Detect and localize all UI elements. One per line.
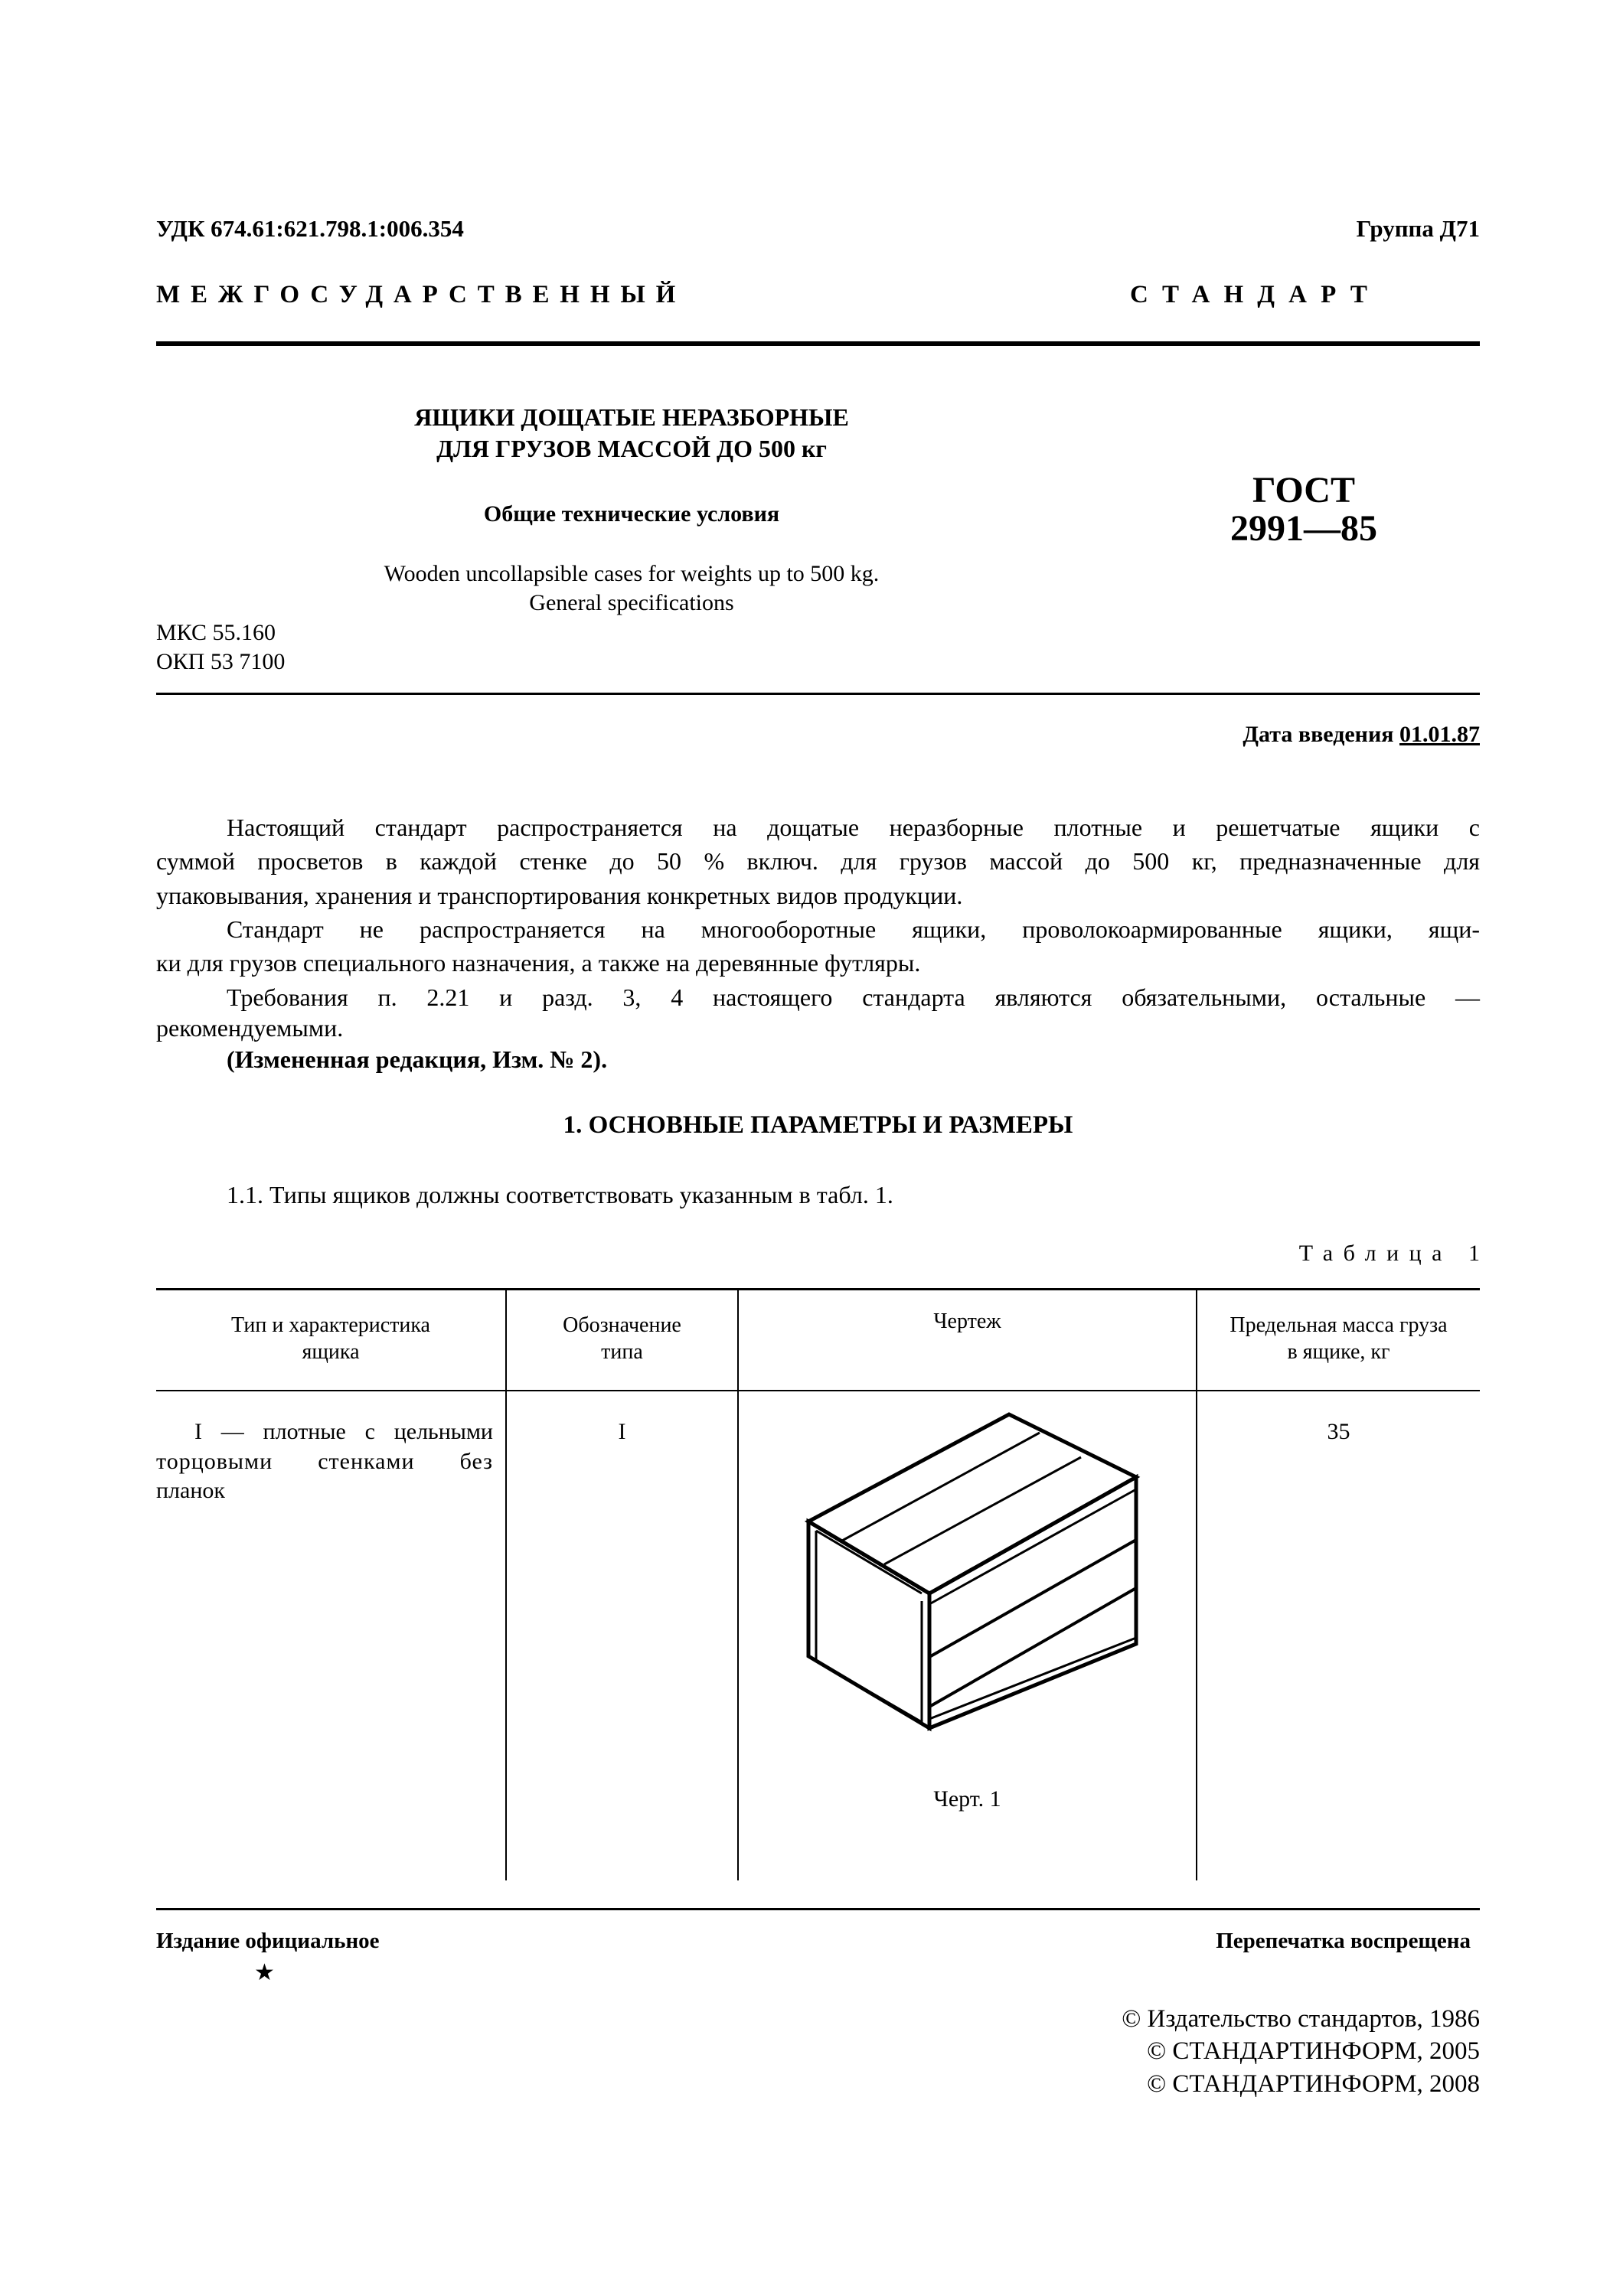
group-code: Группа Д71 bbox=[1356, 215, 1480, 242]
box-side-board-line bbox=[929, 1540, 1136, 1657]
star-icon: ★ bbox=[254, 1960, 275, 1985]
header-type-line-1: Тип и характеристика bbox=[231, 1313, 430, 1337]
row-max-mass: 35 bbox=[1327, 1419, 1350, 1444]
banner-standard: СТАНДАРТ bbox=[1130, 281, 1382, 308]
box-side-board-line bbox=[929, 1489, 1136, 1604]
clause-1-1: 1.1. Типы ящиков должны соответствовать указанным в табл. 1. bbox=[227, 1181, 893, 1208]
copyright-line: © СТАНДАРТИНФОРМ, 2005 bbox=[1147, 2037, 1480, 2065]
title-line-2: ДЛЯ ГРУЗОВ МАССОЙ ДО 500 кг bbox=[436, 435, 827, 462]
paragraph-line: суммой просветов в каждой стенке до 50 % включ. для грузов массой до 500 кг, предназначенные для bbox=[156, 847, 1480, 875]
paragraph-line: Требования п. 2.21 и разд. 3, 4 настоящего стандарта являются обязательными, остальные — bbox=[227, 983, 1480, 1011]
box-side-board-line bbox=[929, 1638, 1136, 1719]
mks-code: МКС 55.160 bbox=[156, 620, 276, 645]
intro-date-label: Дата введения bbox=[1243, 722, 1394, 747]
subtitle: Общие технические условия bbox=[483, 501, 780, 527]
header-max-mass-line-1: Предельная масса груза bbox=[1229, 1313, 1448, 1337]
row-designation: I bbox=[618, 1419, 626, 1444]
box-top-board-line bbox=[884, 1457, 1081, 1564]
gost-number: 2991—85 bbox=[1230, 508, 1377, 549]
row-type-line: торцовыми стенками без bbox=[156, 1449, 493, 1474]
udk-code: УДК 674.61:621.798.1:006.354 bbox=[156, 215, 464, 242]
reprint-prohibited: Перепечатка воспрещена bbox=[1216, 1929, 1471, 1953]
title-line-1: ЯЩИКИ ДОЩАТЫЕ НЕРАЗБОРНЫЕ bbox=[414, 403, 849, 431]
english-title-2: General specifications bbox=[529, 590, 734, 615]
box-end-face bbox=[808, 1521, 929, 1728]
header-drawing: Чертеж bbox=[933, 1309, 1001, 1333]
paragraph-line: Стандарт не распространяется на многооборотные ящики, проволокоармированные ящики, ящи- bbox=[227, 915, 1480, 943]
copyright-line: © СТАНДАРТИНФОРМ, 2008 bbox=[1147, 2070, 1480, 2098]
drawing-caption: Черт. 1 bbox=[933, 1786, 1001, 1812]
row-type-line: I — плотные с цельными bbox=[194, 1419, 493, 1444]
header-designation-line-2: типа bbox=[601, 1340, 643, 1364]
amendment-note: (Измененная редакция, Изм. № 2). bbox=[227, 1045, 608, 1073]
english-title-1: Wooden uncollapsible cases for weights up to 500 kg. bbox=[384, 561, 880, 586]
header-designation-line-1: Обозначение bbox=[563, 1313, 681, 1337]
intro-date-value: 01.01.87 bbox=[1399, 722, 1480, 747]
banner-interstate: МЕЖГОСУДАРСТВЕННЫЙ bbox=[156, 281, 687, 308]
paragraph-line: Настоящий стандарт распространяется на дощатые неразборные плотные и решетчатые ящики с bbox=[227, 814, 1480, 841]
gost-label: ГОСТ bbox=[1252, 470, 1355, 510]
footer-rule bbox=[156, 1908, 1480, 1910]
table-caption: Таблица 1 bbox=[1298, 1241, 1491, 1266]
header-max-mass-line-2: в ящике, кг bbox=[1287, 1340, 1390, 1364]
okp-code: ОКП 53 7100 bbox=[156, 649, 286, 674]
paragraph-line: рекомендуемыми. bbox=[156, 1014, 344, 1042]
copyright-line: © Издательство стандартов, 1986 bbox=[1122, 2005, 1480, 2033]
row-type-line: планок bbox=[156, 1478, 225, 1503]
section-heading: 1. ОСНОВНЫЕ ПАРАМЕТРЫ И РАЗМЕРЫ bbox=[563, 1111, 1073, 1139]
box-side-board-line bbox=[929, 1588, 1136, 1707]
box-end-frame bbox=[816, 1531, 922, 1593]
official-edition: Издание официальное bbox=[156, 1929, 380, 1953]
paragraph-line: упаковывания, хранения и транспортирования конкретных видов продукции. bbox=[156, 882, 963, 909]
paragraph-line: ки для грузов специального назначения, а также на деревянные футляры. bbox=[156, 949, 921, 977]
header-type-line-2: ящика bbox=[302, 1340, 360, 1364]
